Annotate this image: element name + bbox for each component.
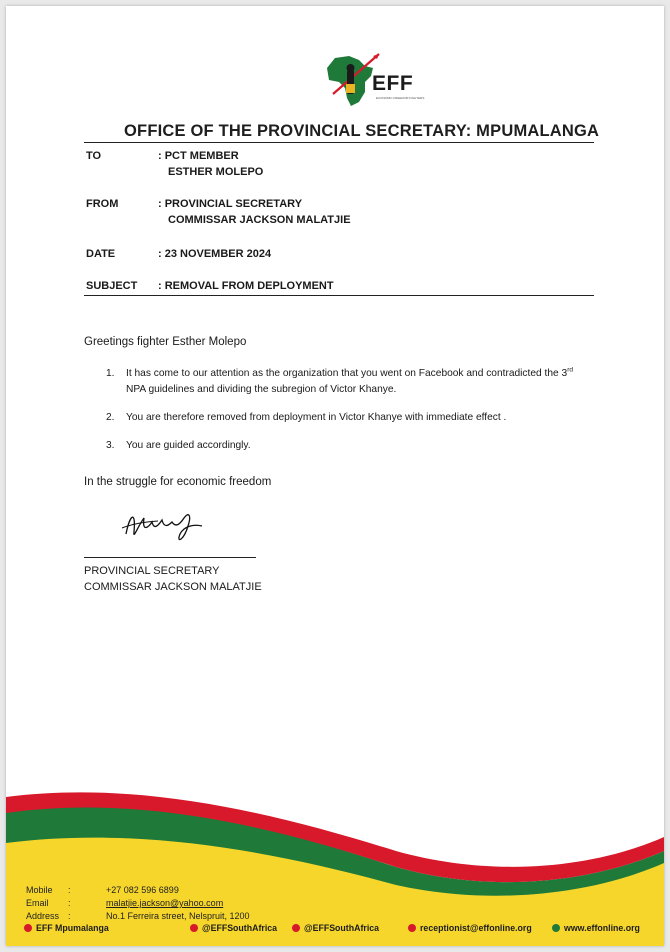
mobile-label: Mobile [26,885,53,895]
facebook-icon [24,924,32,932]
social-facebook[interactable] [24,923,109,933]
list-item-number: 3. [106,440,115,451]
email-link-text[interactable]: malatjie.jackson@yahoo.com [106,898,224,908]
globe-icon [552,924,560,932]
from-line1: : PROVINCIAL SECRETARY [158,198,303,210]
social-instagram-text: @EFFSouthAfrica [304,923,380,933]
email-label: Email [26,898,49,908]
signatory-title: PROVINCIAL SECRETARY [84,565,220,577]
title-rule [84,142,594,143]
to-line2: ESTHER MOLEPO [168,166,264,178]
mobile-value: +27 082 596 6899 [106,885,179,895]
mail-icon [408,924,416,932]
email-link[interactable] [106,898,223,908]
date-label: DATE [86,248,116,260]
from-label: FROM [86,198,119,210]
address-value: No.1 Ferreira street, Nelspruit, 1200 [106,911,250,921]
list-item-number: 1. [106,368,115,379]
header-rule [84,295,594,296]
subject-label: SUBJECT [86,280,138,292]
letter-page [6,6,664,946]
list-item-number: 2. [106,412,115,423]
list-item-text: It has come to our attention as the organization that you went on Facebook and contradicted the 3 [126,368,568,379]
address-label: Address [26,911,60,921]
address-sep: : [68,911,71,921]
social-twitter[interactable] [190,923,277,933]
date-value: : 23 NOVEMBER 2024 [158,248,272,260]
office-title: OFFICE OF THE PROVINCIAL SECRETARY: MPUMALANGA [124,122,600,140]
instagram-icon [292,924,300,932]
to-value [158,148,263,180]
social-twitter-text: @EFFSouthAfrica [202,923,278,933]
ordinal-suffix: rd [567,366,573,374]
list-item [84,366,584,398]
numbered-list [84,366,584,466]
subject-value: : REMOVAL FROM DEPLOYMENT [158,280,334,292]
greeting: Greetings fighter Esther Molepo [84,336,247,348]
footer-wave [6,781,664,946]
eff-logo-text: EFF [372,72,414,95]
list-item [84,438,584,454]
signature-line [84,557,256,558]
list-item [84,410,584,426]
list-item-text-cont: NPA guidelines and dividing the subregion of Victor Khanye. [126,384,397,395]
to-line1: : PCT MEMBER [158,150,239,162]
signatory-block [84,563,262,595]
mobile-sep: : [68,885,71,895]
from-line2: COMMISSAR JACKSON MALATJIE [168,214,351,226]
social-instagram[interactable] [292,923,379,933]
from-value [158,196,351,228]
social-email[interactable] [408,923,532,933]
closing-line: In the struggle for economic freedom [84,476,272,488]
handwritten-signature [118,504,208,548]
social-website-text: www.effonline.org [564,923,640,933]
list-item-text: You are guided accordingly. [126,440,251,451]
twitter-icon [190,924,198,932]
eff-logo-subtext: ECONOMIC FREEDOM FIGHTERS [376,96,425,100]
email-sep: : [68,898,71,908]
social-facebook-text: EFF Mpumalanga [36,923,109,933]
social-website[interactable] [552,923,640,933]
signatory-name: COMMISSAR JACKSON MALATJIE [84,581,262,593]
list-item-text: You are therefore removed from deployment in Victor Khanye with immediate effect . [126,412,507,423]
social-email-text: receptionist@effonline.org [420,923,532,933]
to-label: TO [86,150,102,162]
